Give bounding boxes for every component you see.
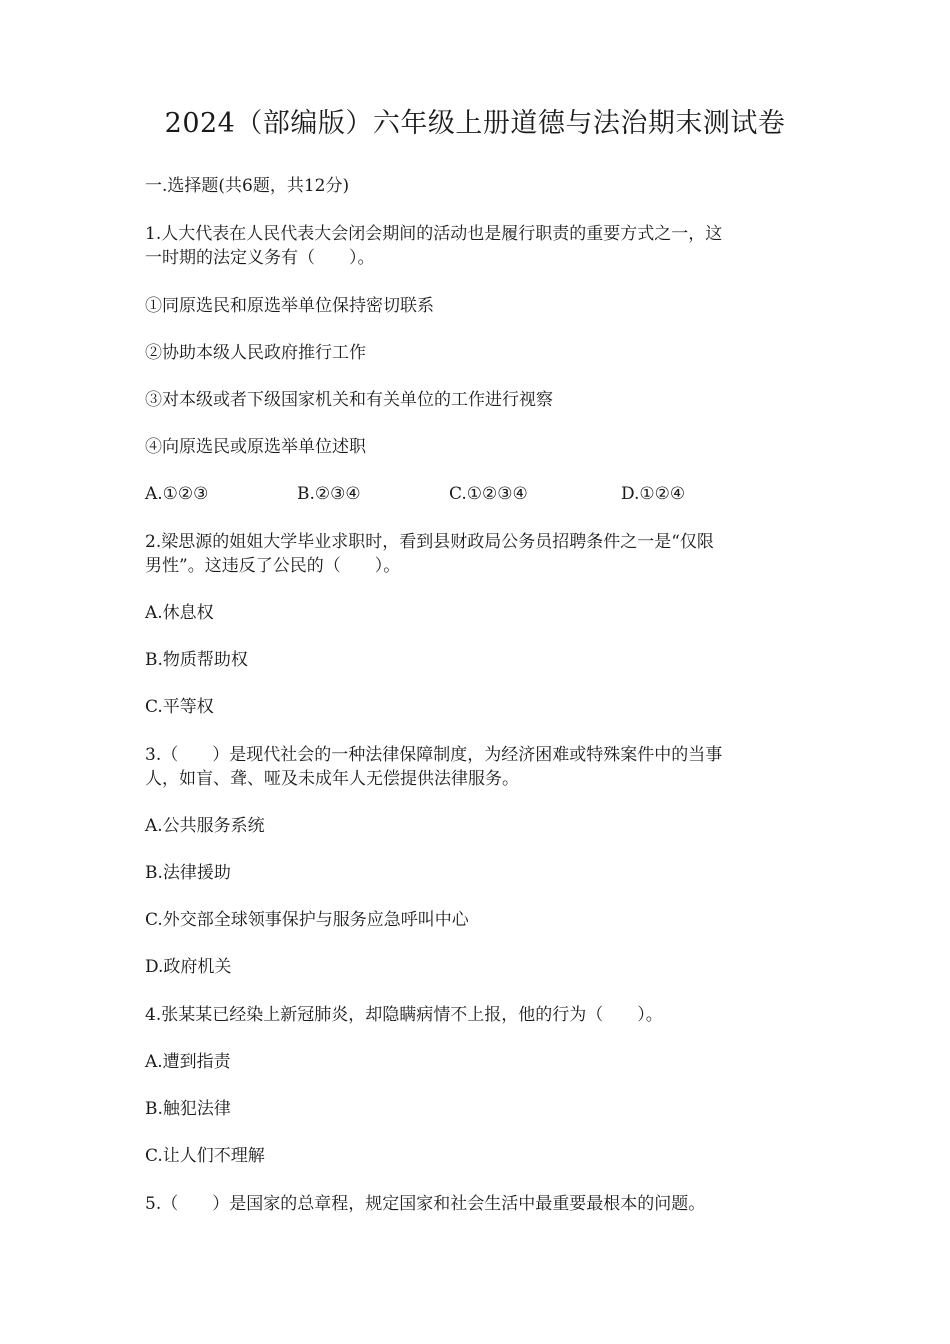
question-2-line-1: 2.梁思源的姐姐大学毕业求职时，看到县财政局公务员招聘条件之一是“仅限 <box>145 532 714 552</box>
question-1-options <box>145 482 815 506</box>
question-4-option-c[interactable]: C.让人们不理解 <box>145 1146 265 1166</box>
question-2-line-2: 男性”。这违反了公民的（ ）。 <box>145 556 401 576</box>
question-4-option-b[interactable]: B.触犯法律 <box>145 1099 231 1119</box>
question-1-line-2: 一时期的法定义务有（ ）。 <box>145 248 375 268</box>
question-3-option-b[interactable]: B.法律援助 <box>145 863 231 883</box>
question-1-option-a[interactable]: A.①②③ <box>145 484 209 504</box>
question-1-option-d[interactable]: D.①②④ <box>621 484 686 504</box>
question-2-option-b[interactable]: B.物质帮助权 <box>145 650 248 670</box>
question-2-option-c[interactable]: C.平等权 <box>145 697 214 717</box>
section-heading: 一.选择题(共6题，共12分) <box>145 176 350 196</box>
question-1-option-c[interactable]: C.①②③④ <box>449 484 528 504</box>
question-3-option-c[interactable]: C.外交部全球领事保护与服务应急呼叫中心 <box>145 910 469 930</box>
question-3-option-a[interactable]: A.公共服务系统 <box>145 816 265 836</box>
question-1-option-b[interactable]: B.②③④ <box>297 484 361 504</box>
question-2-option-a[interactable]: A.休息权 <box>145 603 214 623</box>
question-4-option-a[interactable]: A.遭到指责 <box>145 1052 231 1072</box>
question-1-statement-1: ①同原选民和原选举单位保持密切联系 <box>145 296 434 316</box>
question-4-line-1: 4.张某某已经染上新冠肺炎，却隐瞒病情不上报，他的行为（ ）。 <box>145 1005 663 1025</box>
question-3-option-d[interactable]: D.政府机关 <box>145 957 232 977</box>
page-title: 2024（部编版）六年级上册道德与法治期末测试卷 <box>164 108 786 139</box>
question-1-line-1: 1.人大代表在人民代表大会闭会期间的活动也是履行职责的重要方式之一，这 <box>145 224 723 244</box>
question-1-statement-3: ③对本级或者下级国家机关和有关单位的工作进行视察 <box>145 390 553 410</box>
question-3-line-2: 人，如盲、聋、哑及未成年人无偿提供法律服务。 <box>145 769 519 789</box>
question-1-statement-2: ②协助本级人民政府推行工作 <box>145 343 366 363</box>
question-3-line-1: 3.（ ）是现代社会的一种法律保障制度，为经济困难或特殊案件中的当事 <box>145 745 723 765</box>
question-1-statement-4: ④向原选民或原选举单位述职 <box>145 437 366 457</box>
question-5-line-1: 5.（ ）是国家的总章程，规定国家和社会生活中最重要最根本的问题。 <box>145 1194 706 1214</box>
